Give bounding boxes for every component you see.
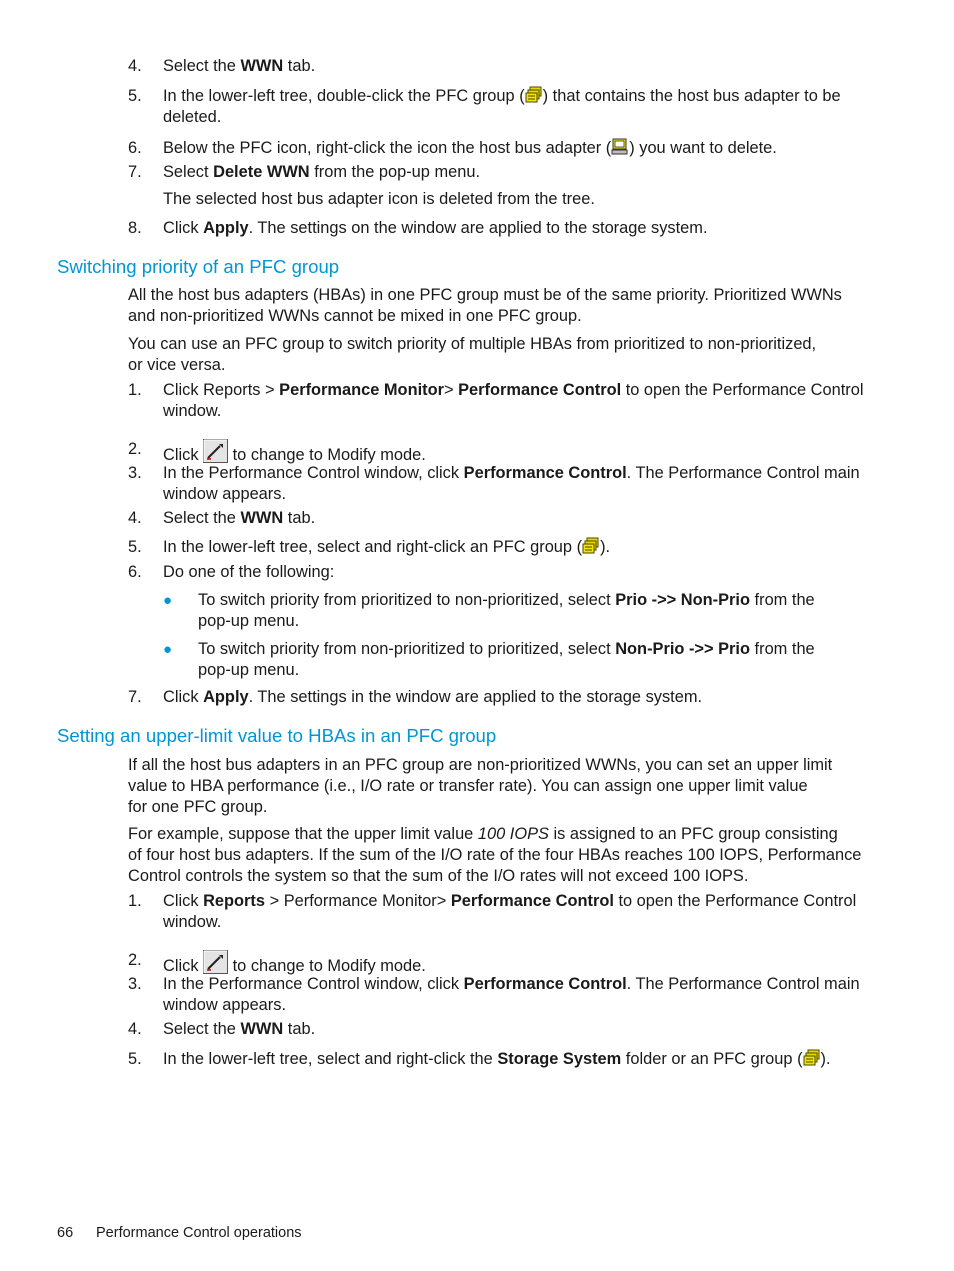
paragraph: You can use an PFC group to switch priority of multiple HBAs from prioritized to non-prioritized, or vice versa. <box>128 335 817 374</box>
step-text: Click Apply. The settings on the window are applied to the storage system. <box>163 219 708 237</box>
step-text: Select the WWN tab. <box>163 1020 316 1038</box>
modify-mode-icon <box>203 439 228 463</box>
paragraph: For example, suppose that the upper limit value 100 IOPS is assigned to an PFC group consisting of four host bus adapters. If the sum of the I/O rate of the four HBAs reaches 100 IOPS, Performance Control controls the system so that the sum of the I/O rates will not exceed 100 IOPS. <box>128 825 862 885</box>
step-number: 6. <box>128 563 142 581</box>
paragraph: If all the host bus adapters in an PFC group are non-prioritized WWNs, you can set an upper limit value to HBA performance (i.e., I/O rate or transfer rate). You can assign one upper limit value for one PFC group. <box>128 756 833 816</box>
step-text: Click to change to Modify mode. <box>163 439 873 466</box>
step-number: 8. <box>128 219 142 237</box>
step-number: 5. <box>128 1050 142 1068</box>
paragraph: All the host bus adapters (HBAs) in one PFC group must be of the same priority. Prioritized WWNs and non-prioritized WWNs cannot be mixed in one PFC group. <box>128 286 842 325</box>
step-number: 3. <box>128 464 142 482</box>
step-text: Click Reports > Performance Monitor> Performance Control to open the Performance Control window. <box>163 892 857 931</box>
step-text: Select the WWN tab. <box>163 509 316 527</box>
step-number: 2. <box>128 440 142 458</box>
step-number: 4. <box>128 509 142 527</box>
step-text: In the lower-left tree, double-click the PFC group ( ) that contains the host bus adapter to be deleted. <box>163 87 841 126</box>
step-number: 1. <box>128 892 142 910</box>
bullet-marker: ● <box>163 641 173 658</box>
step-number: 5. <box>128 538 142 556</box>
footer-title: Performance Control operations <box>96 1225 302 1241</box>
step-text: Click Apply. The settings in the window are applied to the storage system. <box>163 688 703 706</box>
bullet-item: To switch priority from non-prioritized to prioritized, select Non-Prio ->> Prio from the pop-up menu. <box>198 640 815 679</box>
step-text: Click to change to Modify mode. <box>163 950 873 977</box>
pfc-group-icon <box>803 1049 821 1066</box>
section-heading: Switching priority of an PFC group <box>57 256 340 277</box>
step-number: 5. <box>128 87 142 105</box>
bullet-marker: ● <box>163 592 173 609</box>
step-number: 7. <box>128 688 142 706</box>
step-number: 1. <box>128 381 142 399</box>
step-number: 4. <box>128 57 142 75</box>
step-text: In the lower-left tree, select and right-click an PFC group ( ). <box>163 538 611 556</box>
step-number: 7. <box>128 163 142 181</box>
step-note: The selected host bus adapter icon is deleted from the tree. <box>163 190 595 208</box>
step-number: 4. <box>128 1020 142 1038</box>
step-text: Click Reports > Performance Monitor> Performance Control to open the Performance Control window. <box>163 381 864 420</box>
host-bus-adapter-icon <box>611 138 629 155</box>
bullet-item: To switch priority from prioritized to non-prioritized, select Prio ->> Non-Prio from the pop-up menu. <box>198 591 815 630</box>
step-text: Select the WWN tab. <box>163 57 316 75</box>
step-text: Do one of the following: <box>163 563 335 581</box>
section-heading: Setting an upper-limit value to HBAs in an PFC group <box>57 725 497 746</box>
pfc-group-icon <box>582 537 600 554</box>
step-number: 6. <box>128 139 142 157</box>
step-text: In the Performance Control window, click Performance Control. The Performance Control main window appears. <box>163 975 860 1014</box>
page-number: 66 <box>57 1225 74 1241</box>
modify-mode-icon <box>203 950 228 974</box>
step-text: Below the PFC icon, right-click the icon the host bus adapter ( ) you want to delete. <box>163 139 777 157</box>
step-number: 3. <box>128 975 142 993</box>
step-text: Select Delete WWN from the pop-up menu. <box>163 163 481 181</box>
step-text: In the Performance Control window, click Performance Control. The Performance Control main window appears. <box>163 464 860 503</box>
step-text: In the lower-left tree, select and right-click the Storage System folder or an PFC group ( ). <box>163 1050 831 1068</box>
pfc-group-icon <box>525 86 543 103</box>
step-number: 2. <box>128 951 142 969</box>
